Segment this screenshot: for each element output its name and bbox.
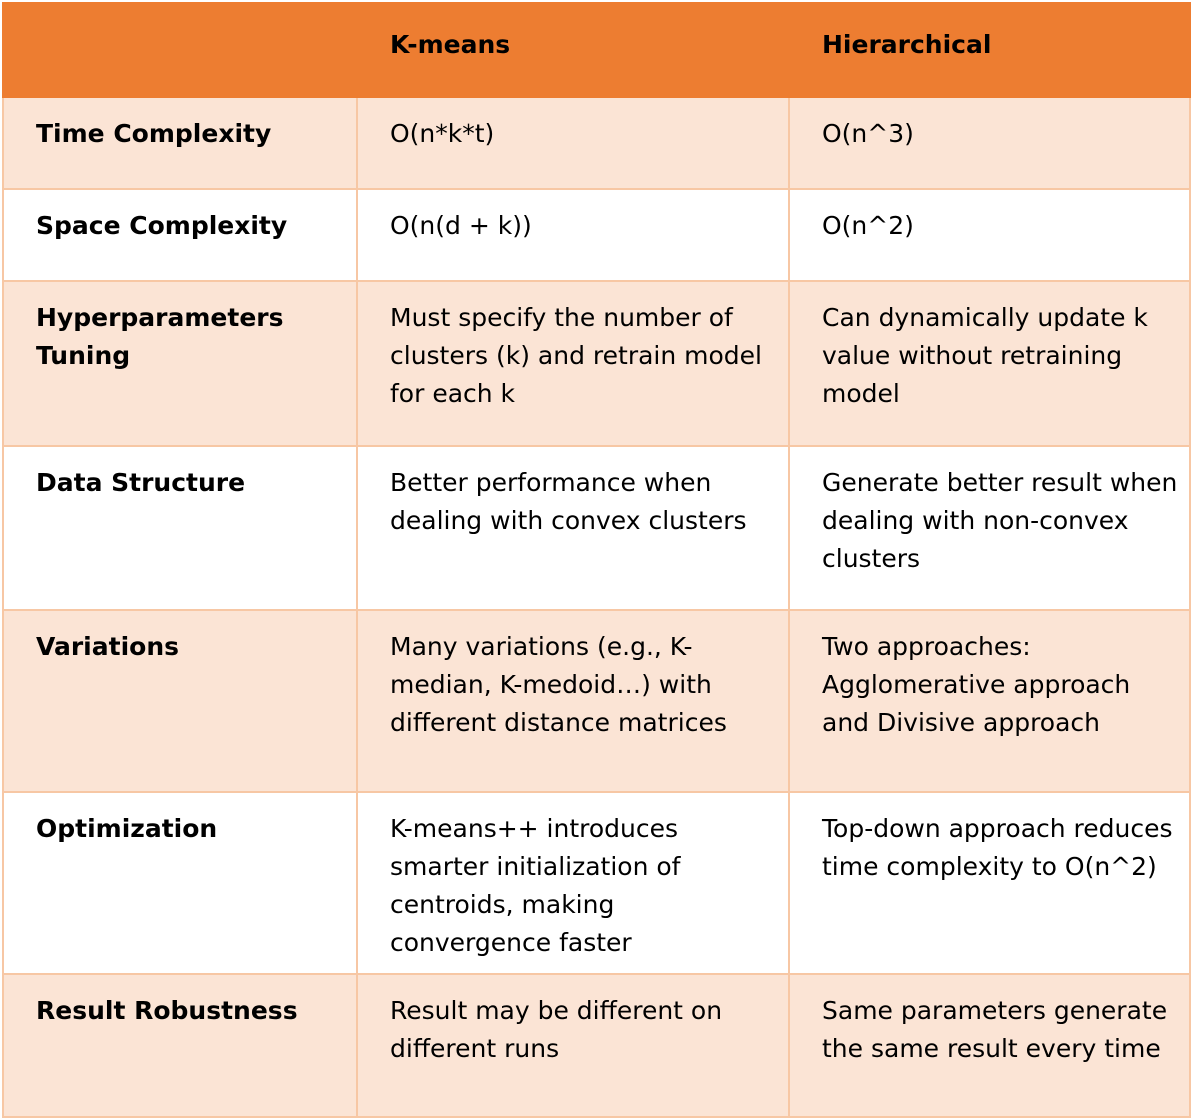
table-row-optimization	[3, 792, 1190, 974]
table-row-hyperparameters-tuning	[3, 281, 1190, 446]
kmeans-cell: Must specify the number of clusters (k) and retrain model for each k	[357, 281, 789, 446]
comparison-table	[2, 2, 1191, 1118]
kmeans-cell: O(n*k*t)	[357, 97, 789, 189]
hierarchical-cell: Generate better result when dealing with non-convex clusters	[789, 446, 1190, 610]
hierarchical-cell: O(n^2)	[789, 189, 1190, 281]
row-label: Data Structure	[3, 446, 357, 610]
table-row-result-robustness	[3, 974, 1190, 1117]
table-row-space-complexity	[3, 189, 1190, 281]
kmeans-cell: K-means++ introduces smarter initialization of centroids, making convergence faster	[357, 792, 789, 974]
kmeans-cell: Many variations (e.g., K-median, K-medoid…) with different distance matrices	[357, 610, 789, 792]
header-row	[3, 3, 1190, 97]
hierarchical-cell: Same parameters generate the same result every time	[789, 974, 1190, 1117]
row-label: Hyperparameters Tuning	[3, 281, 357, 446]
kmeans-cell: Better performance when dealing with convex clusters	[357, 446, 789, 610]
kmeans-cell: Result may be different on different runs	[357, 974, 789, 1117]
table-row-data-structure	[3, 446, 1190, 610]
row-label: Space Complexity	[3, 189, 357, 281]
hierarchical-cell: Two approaches: Agglomerative approach and Divisive approach	[789, 610, 1190, 792]
row-label: Result Robustness	[3, 974, 357, 1117]
row-label: Time Complexity	[3, 97, 357, 189]
hierarchical-cell: Can dynamically update k value without retraining model	[789, 281, 1190, 446]
table-row-variations	[3, 610, 1190, 792]
table-row-time-complexity	[3, 97, 1190, 189]
row-label: Variations	[3, 610, 357, 792]
table-body	[3, 97, 1190, 1117]
table-header	[3, 3, 1190, 97]
kmeans-cell: O(n(d + k))	[357, 189, 789, 281]
hierarchical-cell: O(n^3)	[789, 97, 1190, 189]
header-hierarchical: Hierarchical	[789, 3, 1190, 97]
row-label: Optimization	[3, 792, 357, 974]
hierarchical-cell: Top-down approach reduces time complexity to O(n^2)	[789, 792, 1190, 974]
header-corner	[3, 3, 357, 97]
header-kmeans: K-means	[357, 3, 789, 97]
